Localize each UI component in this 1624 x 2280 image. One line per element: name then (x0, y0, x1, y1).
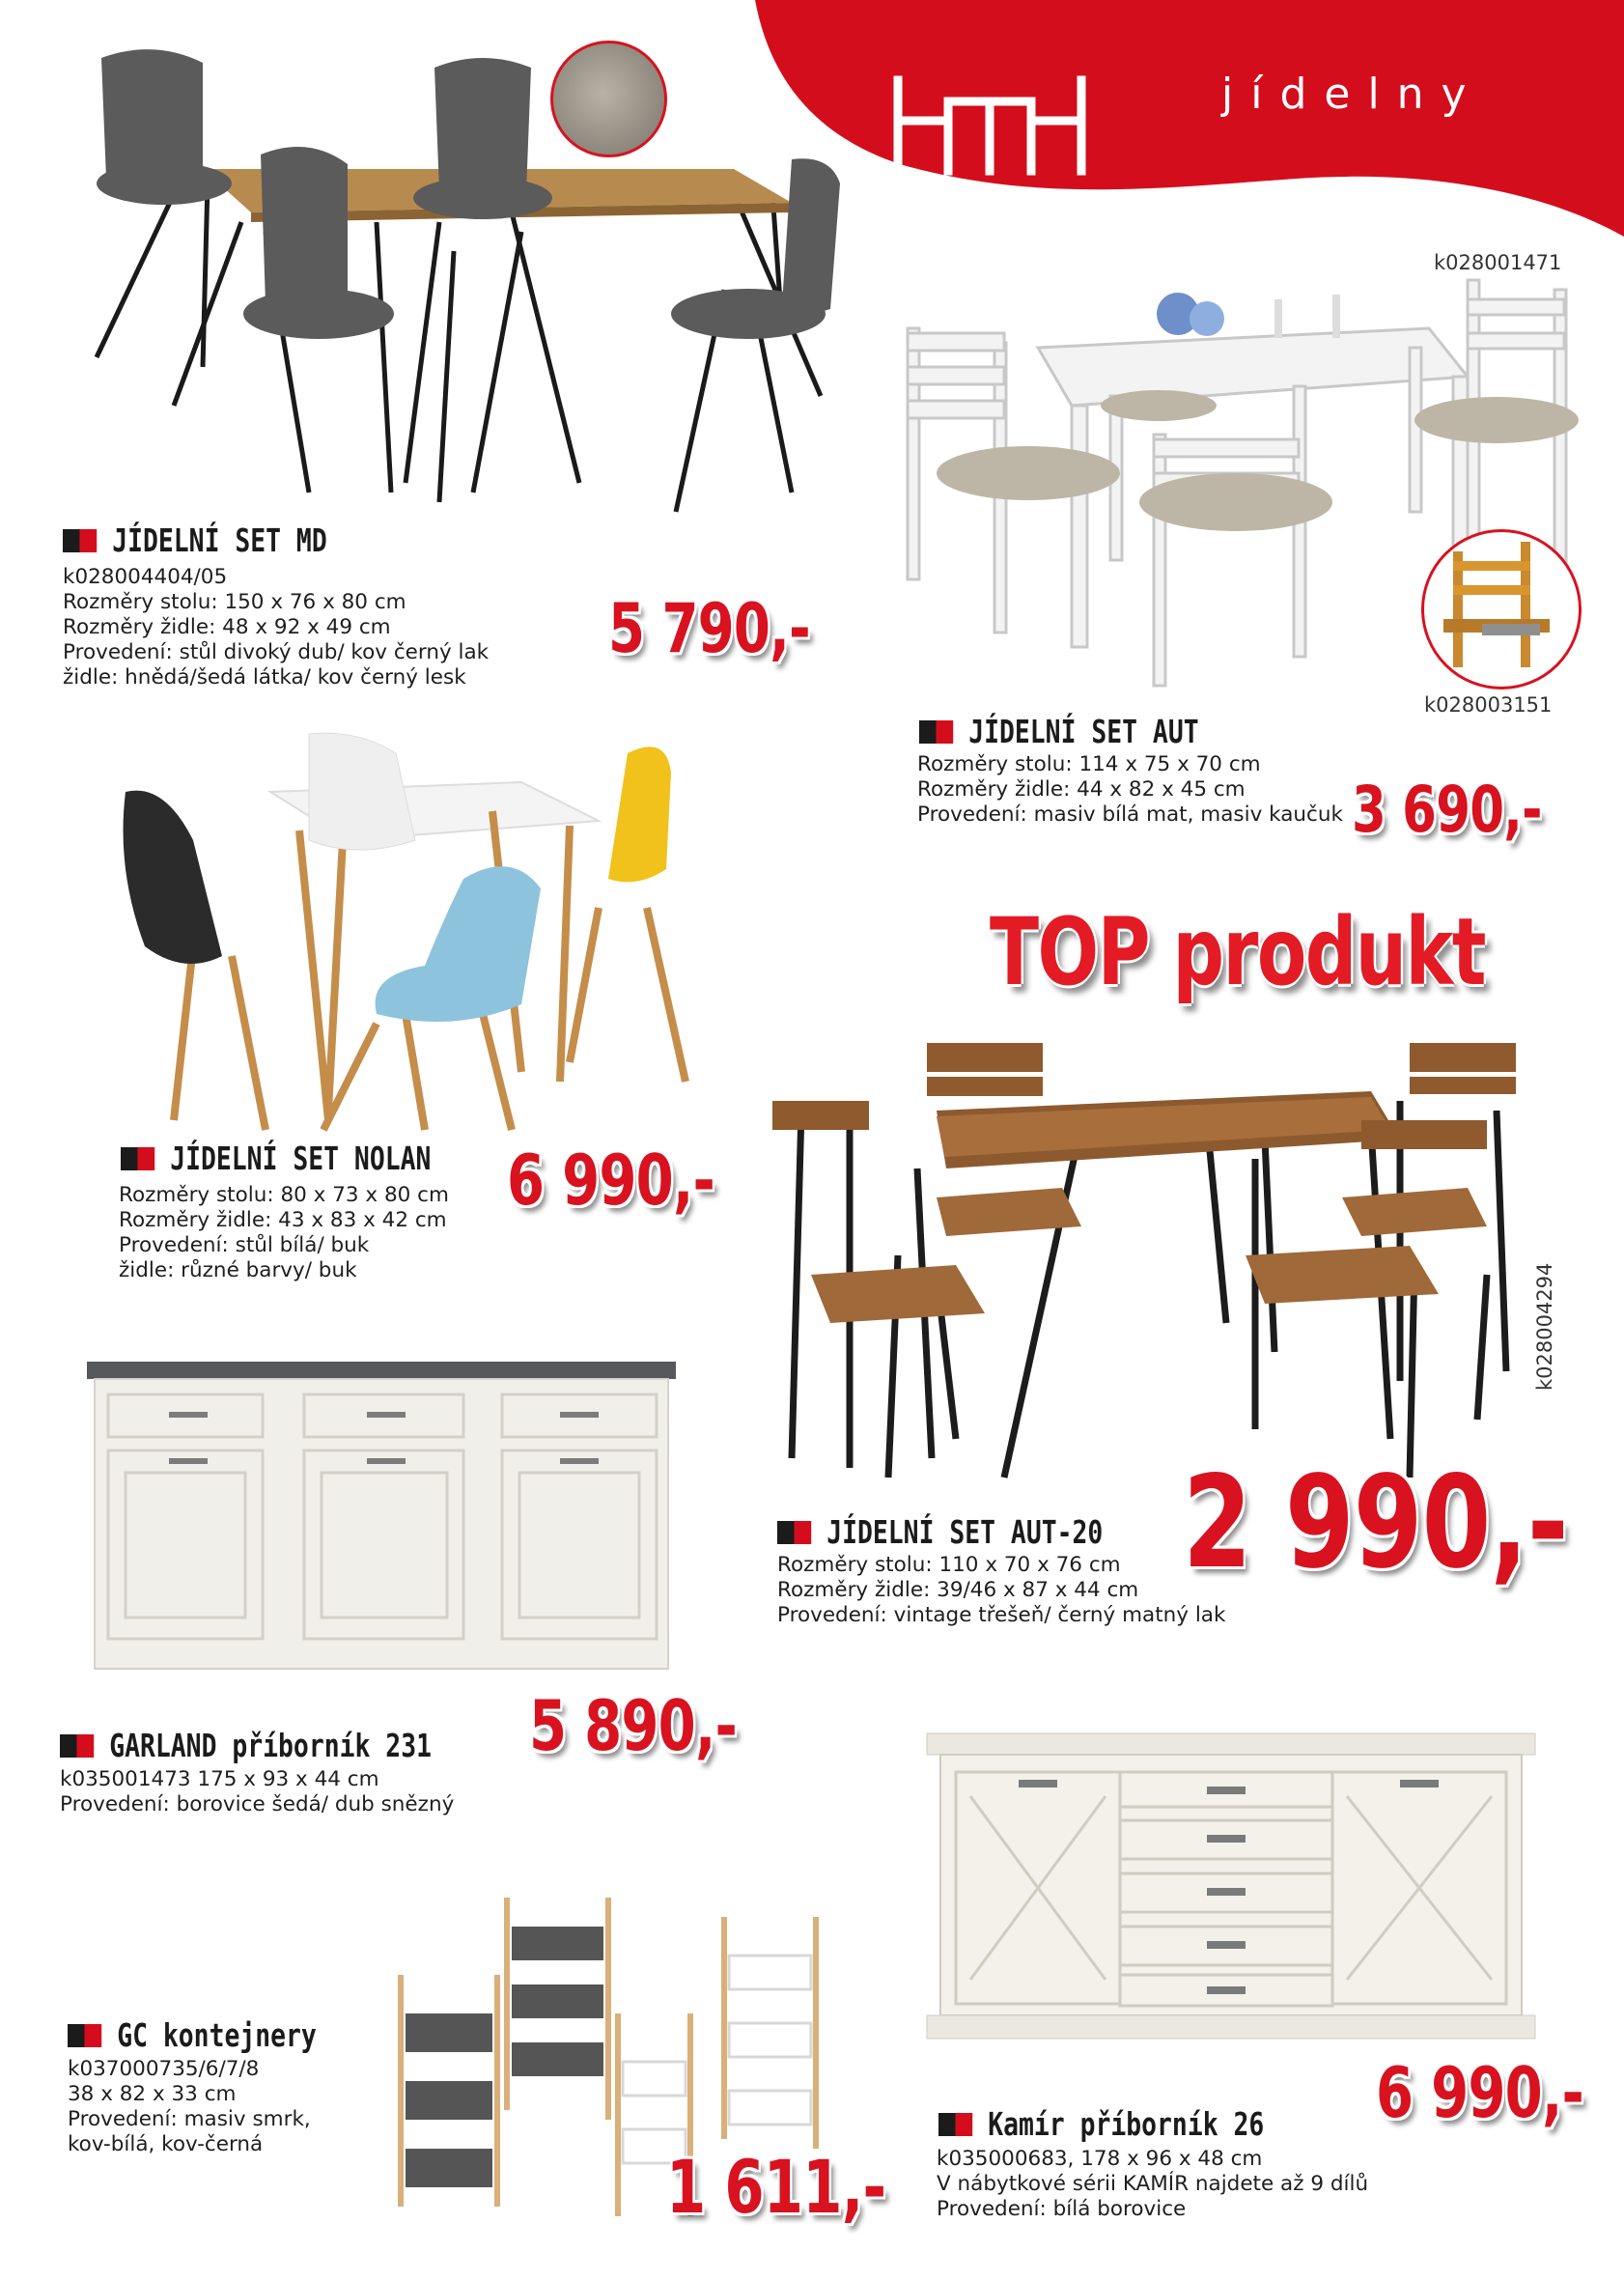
product-code-aut-bottom: k028003151 (1424, 693, 1553, 717)
price-kamir: 6 990,- (1376, 2052, 1584, 2133)
product-image-set-nolan (106, 734, 724, 1140)
title-marker-icon (777, 1521, 811, 1544)
product-desc-set-aut-20: Rozměry stolu: 110 x 70 x 76 cm Rozměry židle: 39/46 x 87 x 44 cm Provedení: vintage třešeň/ černý matný lak (777, 1553, 1226, 1627)
price-set-aut-20: 2 990,- (1183, 1449, 1568, 1597)
price-garland: 5 890,- (529, 1685, 738, 1766)
product-title-set-aut: JÍDELNÍ SET AUT (919, 713, 1199, 750)
product-desc-set-nolan: Rozměry stolu: 80 x 73 x 80 cm Rozměry židle: 43 x 83 x 42 cm Provedení: stůl bílá/ buk židle: různé barvy/ buk (119, 1183, 449, 1282)
product-title-set-md: JÍDELNÍ SET MD (63, 521, 327, 559)
price-set-aut: 3 690,- (1352, 773, 1542, 847)
header-banner (755, 0, 1624, 241)
product-title-set-nolan: JÍDELNÍ SET NOLAN (121, 1140, 431, 1177)
product-title-kamir: Kamír příborník 26 (938, 2105, 1264, 2143)
brand-logo (888, 72, 1091, 179)
price-set-nolan: 6 990,- (507, 1140, 715, 1221)
product-code-aut-20-side: k028004294 (1533, 1262, 1556, 1391)
product-desc-set-aut: Rozměry stolu: 114 x 75 x 70 cm Rozměry židle: 44 x 82 x 45 cm Provedení: masiv bílá mat, masiv kaučuk (917, 752, 1343, 827)
product-desc-gc-containers: k037000735/6/7/8 38 x 82 x 33 cm Provedení: masiv smrk, kov-bílá, kov-černá (68, 2057, 311, 2156)
product-image-kamir (927, 1733, 1545, 2052)
product-title-gc-containers: GC kontejnery (68, 2016, 317, 2054)
product-desc-set-md: k028004404/05 Rozměry stolu: 150 x 76 x 80 cm Rozměry židle: 48 x 92 x 49 cm Provedení: stůl divoký dub/ kov černý lak židle: hnědá/šedá látka/ kov černý lesk (63, 565, 490, 690)
product-image-set-md (58, 39, 850, 521)
product-title-garland: GARLAND příborník 231 (60, 1727, 432, 1764)
product-title-set-aut-20: JÍDELNÍ SET AUT-20 (777, 1513, 1103, 1551)
product-desc-garland: k035001473 175 x 93 x 44 cm Provedení: borovice šedá/ dub snězný (60, 1767, 455, 1816)
top-product-badge: TOP produkt (990, 898, 1485, 1006)
product-image-set-aut-20 (772, 1033, 1545, 1487)
title-marker-icon (938, 2113, 972, 2136)
product-image-garland (87, 1362, 686, 1680)
title-marker-icon (919, 720, 953, 744)
product-code-aut-top: k028001471 (1434, 251, 1562, 274)
title-marker-icon (121, 1147, 154, 1170)
fabric-swatch-inset (550, 41, 667, 157)
title-marker-icon (60, 1734, 94, 1758)
rubberwood-chair-icon (1424, 532, 1579, 687)
title-marker-icon (63, 529, 97, 552)
product-desc-kamir: k035000683, 178 x 96 x 48 cm V nábytkové sérii KAMÍR najdete až 9 dílů Provedení: bílá borovice (937, 2147, 1369, 2221)
wood-variant-inset (1421, 529, 1582, 690)
title-marker-icon (68, 2024, 101, 2047)
price-gc-containers: 1 611,- (666, 2144, 886, 2230)
section-title: jídelny (1221, 70, 1484, 119)
price-set-md: 5 790,- (608, 589, 810, 668)
